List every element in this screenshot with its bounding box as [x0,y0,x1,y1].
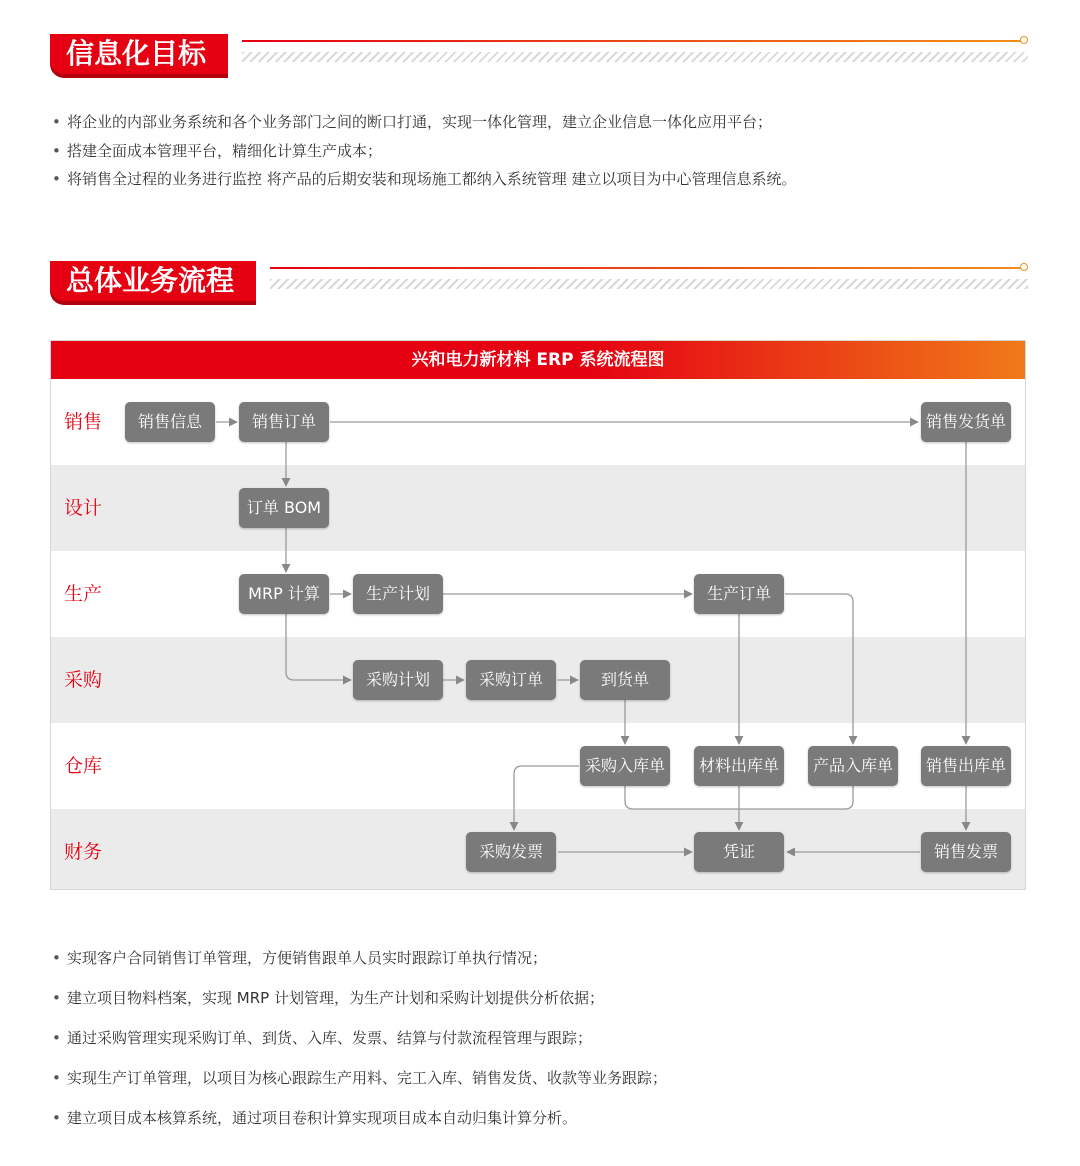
list-item: • 通过采购管理实现采购订单、到货、入库、发票、结算与付款流程管理与跟踪； [52,1018,667,1058]
header-hatch [242,52,1028,62]
section-header-goals [50,34,1028,80]
node-purchase-invoice: 采购发票 [466,832,556,872]
node-sales-order: 销售订单 [239,402,329,442]
erp-flowchart [50,340,1026,890]
lane-label: 销售 [64,411,103,433]
node-sales-outbound: 销售出库单 [921,746,1011,786]
list-item: • 将企业的内部业务系统和各个业务部门之间的断口打通，实现一体化管理，建立企业信息一体化应用平台； [52,108,797,137]
header-dot-icon [1020,36,1028,44]
list-item: • 将销售全过程的业务进行监控 将产品的后期安装和现场施工都纳入系统管理 建立以项目为中心管理信息系统。 [52,165,797,194]
header-line [242,40,1025,42]
node-purchase-plan: 采购计划 [353,660,443,700]
flowchart-title: 兴和电力新材料 ERP 系统流程图 [51,341,1025,379]
list-item: • 实现客户合同销售订单管理，方便销售跟单人员实时跟踪订单执行情况； [52,938,667,978]
node-sales-info: 销售信息 [125,402,215,442]
list-item: • 实现生产订单管理，以项目为核心跟踪生产用料、完工入库、销售发货、收款等业务跟踪； [52,1058,667,1098]
node-purchase-inbound: 采购入库单 [580,746,670,786]
header-dot-icon [1020,263,1028,271]
list-item: • 搭建全面成本管理平台，精细化计算生产成本； [52,137,797,166]
node-arrival: 到货单 [580,660,670,700]
lane-label: 财务 [64,841,103,863]
list-item: • 建立项目成本核算系统，通过项目卷积计算实现项目成本自动归集计算分析。 [52,1098,667,1138]
node-sales-delivery: 销售发货单 [921,402,1011,442]
arrow-connector [514,766,579,830]
section-title: 总体业务流程 [50,261,256,301]
lane-label: 仓库 [64,755,103,777]
goals-list [52,108,797,194]
arrow-connector [286,614,351,680]
node-production-plan: 生产计划 [353,574,443,614]
node-mrp: MRP 计算 [239,574,329,614]
node-sales-invoice: 销售发票 [921,832,1011,872]
section-header-process [50,261,1028,307]
arrow-connector [785,594,853,744]
lane-label: 设计 [64,497,103,519]
node-material-outbound: 材料出库单 [694,746,784,786]
lane-label: 生产 [64,583,103,605]
node-production-order: 生产订单 [694,574,784,614]
header-hatch [270,279,1028,289]
list-item: • 建立项目物料档案，实现 MRP 计划管理，为生产计划和采购计划提供分析依据； [52,978,667,1018]
node-order-bom: 订单 BOM [239,488,329,528]
features-list [52,938,667,1138]
header-line [270,267,1025,269]
section-title: 信息化目标 [50,34,228,74]
node-voucher: 凭证 [694,832,784,872]
node-purchase-order: 采购订单 [466,660,556,700]
node-product-inbound: 产品入库单 [808,746,898,786]
lane-label: 采购 [64,669,103,691]
